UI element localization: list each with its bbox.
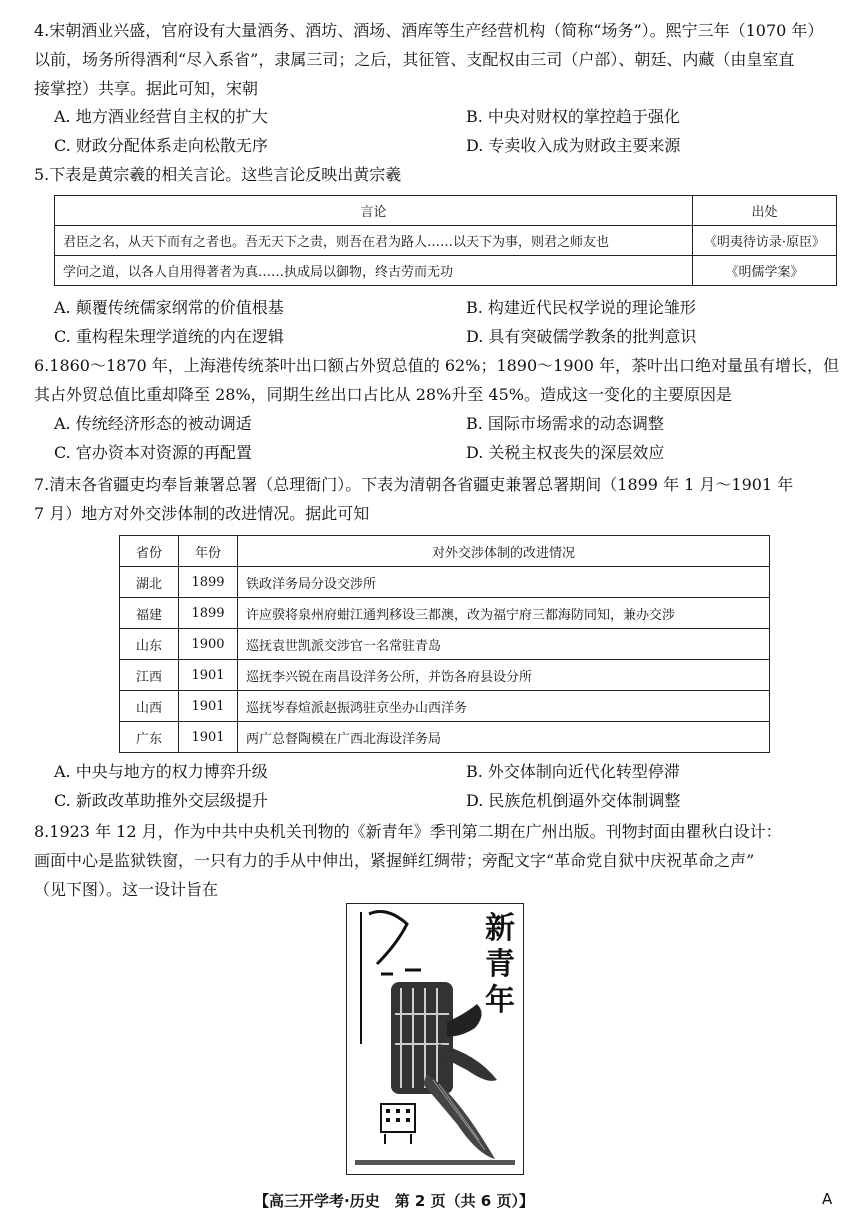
table-row (120, 660, 770, 691)
question-4-stem (34, 16, 844, 103)
page-footer (0, 1190, 868, 1214)
q4-line: 4.宋朝酒业兴盛，官府设有大量酒务、酒坊、酒场、酒库等生产经营机构（简称“场务”）。熙宁三年（1070 年） (34, 21, 824, 40)
q7-reform: 许应骙将泉州府蚶江通判移设三都澳，改为福宁府三都海防同知，兼办交涉 (238, 598, 770, 629)
table-row (120, 722, 770, 753)
q7-header-reform: 对外交涉体制的改进情况 (238, 536, 770, 567)
q6-option-b[interactable]: B. 国际市场需求的动态调整 (466, 414, 664, 433)
q4-option-b[interactable]: B. 中央对财权的掌控趋于强化 (466, 107, 680, 126)
q7-province: 江西 (120, 660, 179, 691)
question-4-options (54, 102, 834, 160)
q4-option-a[interactable]: A. 地方酒业经营自主权的扩大 (54, 107, 268, 126)
q7-province: 福建 (120, 598, 179, 629)
q7-line: 7 月）地方对外交涉体制的改进情况。据此可知 (34, 504, 370, 523)
q5-option-c[interactable]: C. 重构程朱理学道统的内在逻辑 (54, 327, 284, 346)
footer-version: A (822, 1190, 833, 1208)
q6-option-c[interactable]: C. 官办资本对资源的再配置 (54, 443, 252, 462)
question-6-options (54, 409, 834, 467)
q7-year: 1901 (179, 722, 238, 753)
new-youth-cover-image (346, 903, 524, 1175)
table-row (55, 226, 837, 256)
q7-option-b[interactable]: B. 外交体制向近代化转型停滞 (466, 762, 680, 781)
q4-line: 接掌控）共享。据此可知，宋朝 (34, 79, 259, 98)
q5-option-b[interactable]: B. 构建近代民权学说的理论雏形 (466, 298, 696, 317)
q7-province: 湖北 (120, 567, 179, 598)
q7-year: 1901 (179, 660, 238, 691)
q7-option-c[interactable]: C. 新政改革助推外交层级提升 (54, 791, 268, 810)
cover-title-char: 新 (485, 911, 515, 946)
q5-source: 《明夷待访录·原臣》 (693, 226, 837, 256)
q5-table (54, 195, 837, 286)
q7-line: 7.清末各省疆吏均奉旨兼署总署（总理衙门）。下表为清朝各省疆吏兼署总署期间（1899 年 1 月～1901 年 (34, 475, 794, 494)
q7-reform: 铁政洋务局分设交涉所 (238, 567, 770, 598)
q5-statement: 学问之道，以各人自用得著者为真……执成局以御物，终古劳而无功 (55, 256, 693, 286)
question-7-options (54, 757, 834, 815)
q7-province: 山西 (120, 691, 179, 722)
q4-line: 以前，场务所得酒利“尽入系省”，隶属三司；之后，其征管、支配权由三司（户部）、朝廷、内藏（由皇室直 (34, 50, 795, 69)
q7-year: 1900 (179, 629, 238, 660)
table-row (120, 567, 770, 598)
question-6-stem (34, 351, 844, 409)
q7-table (119, 535, 770, 753)
footer-page-info: 【高三开学考·历史 第 2 页（共 6 页）】 (254, 1192, 534, 1210)
cover-title-char: 年 (485, 983, 515, 1018)
q7-province: 广东 (120, 722, 179, 753)
question-5-stem (34, 160, 844, 189)
question-8-stem (34, 817, 844, 904)
table-row (120, 598, 770, 629)
q5-statement: 君臣之名，从天下而有之者也。吾无天下之责，则吾在君为路人……以天下为事，则君之师友也 (55, 226, 693, 256)
q6-line: 其占外贸总值比重却降至 28%，同期生丝出口占比从 28%升至 45%。造成这一变化的主要原因是 (34, 385, 732, 404)
q7-year: 1899 (179, 567, 238, 598)
q5-header-statement: 言论 (55, 196, 693, 226)
cover-title-char: 青 (485, 947, 515, 982)
q4-option-c[interactable]: C. 财政分配体系走向松散无序 (54, 136, 268, 155)
q5-option-a[interactable]: A. 颠覆传统儒家纲常的价值根基 (54, 298, 284, 317)
q5-line: 5.下表是黄宗羲的相关言论。这些言论反映出黄宗羲 (34, 165, 402, 184)
q7-header-year: 年份 (179, 536, 238, 567)
q7-year: 1899 (179, 598, 238, 629)
q4-option-d[interactable]: D. 专卖收入成为财政主要来源 (466, 136, 681, 155)
q8-line: 8.1923 年 12 月，作为中共中央机关刊物的《新青年》季刊第二期在广州出版。刊物封面由瞿秋白设计： (34, 822, 782, 841)
table-row (120, 691, 770, 722)
q7-reform: 两广总督陶模在广西北海设洋务局 (238, 722, 770, 753)
q6-option-a[interactable]: A. 传统经济形态的被动调适 (54, 414, 252, 433)
q7-option-d[interactable]: D. 民族危机倒逼外交体制调整 (466, 791, 681, 810)
q7-reform: 巡抚李兴锐在南昌设洋务公所，并饬各府县设分所 (238, 660, 770, 691)
q7-reform: 巡抚袁世凯派交涉官一名常驻青岛 (238, 629, 770, 660)
q7-header-province: 省份 (120, 536, 179, 567)
q6-option-d[interactable]: D. 关税主权丧失的深层效应 (466, 443, 665, 462)
question-7-stem (34, 470, 844, 528)
q5-source: 《明儒学案》 (693, 256, 837, 286)
q5-header-source: 出处 (693, 196, 837, 226)
table-row (55, 256, 837, 286)
question-5-options (54, 293, 834, 351)
q6-line: 6.1860～1870 年，上海港传统茶叶出口额占外贸总值的 62%；1890～1900 年，茶叶出口绝对量虽有增长，但 (34, 356, 839, 375)
q7-province: 山东 (120, 629, 179, 660)
table-row (120, 629, 770, 660)
q5-option-d[interactable]: D. 具有突破儒学教条的批判意识 (466, 327, 697, 346)
q8-line: （见下图）。这一设计旨在 (34, 880, 219, 899)
q7-year: 1901 (179, 691, 238, 722)
q7-option-a[interactable]: A. 中央与地方的权力博弈升级 (54, 762, 268, 781)
q7-reform: 巡抚岑春煊派赵振鸿驻京坐办山西洋务 (238, 691, 770, 722)
q8-line: 画面中心是监狱铁窗，一只有力的手从中伸出，紧握鲜红绸带；旁配文字“革命党自狱中庆祝革命之声” (34, 851, 755, 870)
